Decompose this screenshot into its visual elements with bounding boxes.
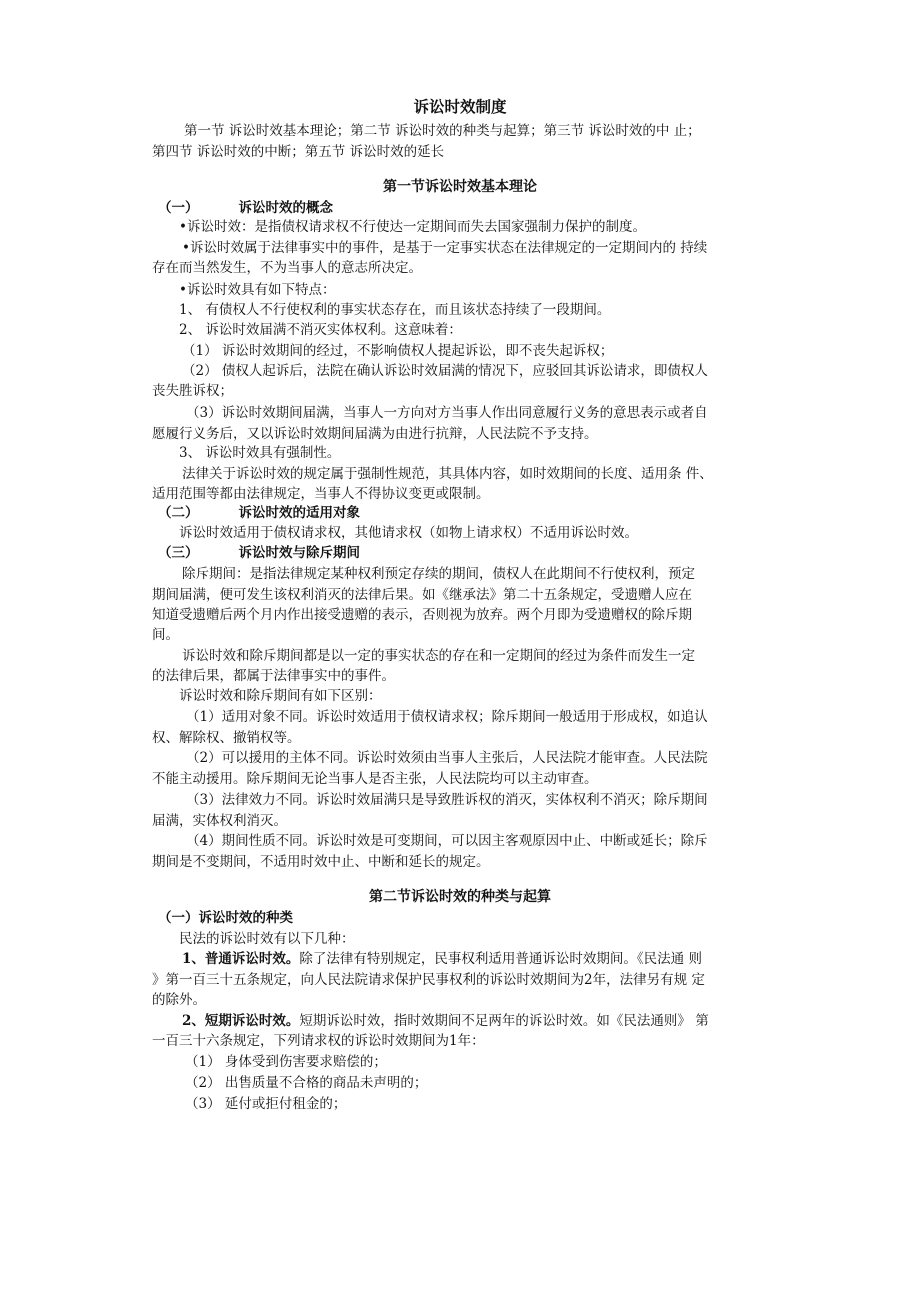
- section-title: 第二节诉讼时效的种类与起算: [369, 889, 551, 905]
- paragraph-line: （2） 债权人起诉后，法院在确认诉讼时效届满的情况下，应驳回其诉讼请求，即债权人: [182, 363, 708, 379]
- subsection-number: （三）: [158, 545, 199, 561]
- paragraph-line: [182, 950, 702, 968]
- list-item: （3） 延付或拒付租金的；: [185, 1096, 347, 1112]
- term-text: 短期诉讼时效，指时效期间不足两年的诉讼时效。如《民法通则》 第: [299, 1013, 709, 1029]
- paragraph-line: 》第一百三十五条规定，向人民法院请求保护民事权利的诉讼时效期间为2年，法律另有规 定: [152, 972, 705, 988]
- toc-line: 第一节 诉讼时效基本理论；第二节 诉讼时效的种类与起算；第三节 诉讼时效的中 止；: [184, 123, 701, 139]
- toc-line: 第四节 诉讼时效的中断；第五节 诉讼时效的延长: [152, 144, 445, 160]
- paragraph-line: 权、解除权、撤销权等。: [152, 730, 301, 746]
- paragraph-line: 诉讼时效适用于债权请求权，其他请求权（如物上请求权）不适用诉讼时效。: [179, 525, 638, 541]
- subsection-title: 诉讼时效的适用对象: [238, 505, 360, 521]
- subsection-heading: （一）诉讼时效的种类: [158, 910, 293, 926]
- paragraph-line: （2）可以援用的主体不同。诉讼时效须由当事人主张后，人民法院才能审查。人民法院: [186, 750, 708, 766]
- paragraph-line: 一百三十六条规定，下列请求权的诉讼时效期间为1年：: [152, 1033, 485, 1049]
- term-heading: 1、普通诉讼时效。: [182, 951, 300, 967]
- paragraph-line: 诉讼时效和除斥期间有如下区别：: [179, 688, 382, 704]
- term-heading: 2、短期诉讼时效。: [182, 1013, 300, 1029]
- subsection-heading: [158, 504, 360, 522]
- paragraph-line: 期间届满，便可发生该权利消灭的法律后果。如《继承法》第二十五条规定，受遗赠人应在: [152, 587, 692, 603]
- paragraph-line: 2、 诉讼时效届满不消灭实体权利。这意味着：: [179, 322, 462, 338]
- document-title: 诉讼时效制度: [413, 97, 507, 116]
- subsection-title: 诉讼时效的概念: [238, 200, 333, 216]
- paragraph-line: （3）法律效力不同。诉讼时效届满只是导致胜诉权的消灭，实体权利不消灭；除斥期间: [186, 792, 708, 808]
- section-title: 第一节诉讼时效基本理论: [383, 179, 537, 195]
- paragraph-line: （1）适用对象不同。诉讼时效适用于债权请求权；除斥期间一般适用于形成权，如追认: [186, 709, 708, 725]
- list-item: （1） 身体受到伤害要求赔偿的；: [185, 1054, 387, 1070]
- paragraph-line: （4）期间性质不同。诉讼时效是可变期间，可以因主客观原因中止、中断或延长；除斥: [186, 833, 708, 849]
- paragraph-line: 适用范围等都由法律规定，当事人不得协议变更或限制。: [152, 486, 490, 502]
- paragraph-line: （3）诉讼时效期间届满，当事人一方向对方当事人作出同意履行义务的意思表示或者自: [186, 405, 708, 421]
- list-item: （2） 出售质量不合格的商品未声明的；: [185, 1075, 428, 1091]
- paragraph-line: 的法律后果，都属于法律事实中的事件。: [152, 668, 395, 684]
- paragraph-line: 届满，实体权利消灭。: [152, 813, 287, 829]
- paragraph-line: 期间是不变期间，不适用时效中止、中断和延长的规定。: [152, 854, 490, 870]
- paragraph-line: 诉讼时效和除斥期间都是以一定的事实状态的存在和一定期间的经过为条件而发生一定: [182, 648, 695, 664]
- paragraph-line: •诉讼时效：是指债权请求权不行使达一定期间而失去国家强制力保护的制度。: [179, 219, 646, 235]
- paragraph-line: 丧失胜诉权；: [152, 383, 233, 399]
- term-text: 除了法律有特别规定，民事权利适用普通诉讼时效期间。《民法通 则: [299, 951, 702, 967]
- paragraph-line: 除斥期间：是指法律规定某种权利预定存续的期间，债权人在此期间不行使权利，预定: [182, 566, 695, 582]
- paragraph-line: 知道受遗赠后两个月内作出接受遗赠的表示，否则视为放弃。两个月即为受遗赠权的除斥期: [152, 607, 692, 623]
- subsection-number: （二）: [158, 505, 199, 521]
- paragraph-line: 民法的诉讼时效有以下几种：: [179, 931, 355, 947]
- paragraph-line: •诉讼时效具有如下特点：: [179, 282, 336, 298]
- subsection-number: （一）: [158, 200, 199, 216]
- paragraph-line: 3、 诉讼时效具有强制性。: [179, 445, 341, 461]
- paragraph-line: 1、 有债权人不行使权利的事实状态存在，而且该状态持续了一段期间。: [179, 302, 611, 318]
- paragraph-line: 存在而当然发生，不为当事人的意志所决定。: [152, 260, 422, 276]
- paragraph-line: •诉讼时效属于法律事实中的事件，是基于一定事实状态在法律规定的一定期间内的 持续: [182, 240, 708, 256]
- subsection-heading: [158, 544, 360, 562]
- paragraph-line: （1） 诉讼时效期间的经过，不影响债权人提起诉讼，即不丧失起诉权；: [182, 343, 614, 359]
- paragraph-line: 间。: [152, 627, 179, 643]
- paragraph-line: 愿履行义务后，又以诉讼时效期间届满为由进行抗辩，人民法院不予支持。: [152, 426, 598, 442]
- subsection-heading: [158, 199, 333, 217]
- paragraph-line: [182, 1012, 709, 1030]
- paragraph-line: 不能主动援用。除斥期间无论当事人是否主张，人民法院均可以主动审查。: [152, 771, 598, 787]
- paragraph-line: 的除外。: [152, 992, 206, 1008]
- paragraph-line: 法律关于诉讼时效的规定属于强制性规范，其具体内容，如时效期间的长度、适用条 件、: [182, 466, 713, 482]
- subsection-title: 诉讼时效与除斥期间: [238, 545, 360, 561]
